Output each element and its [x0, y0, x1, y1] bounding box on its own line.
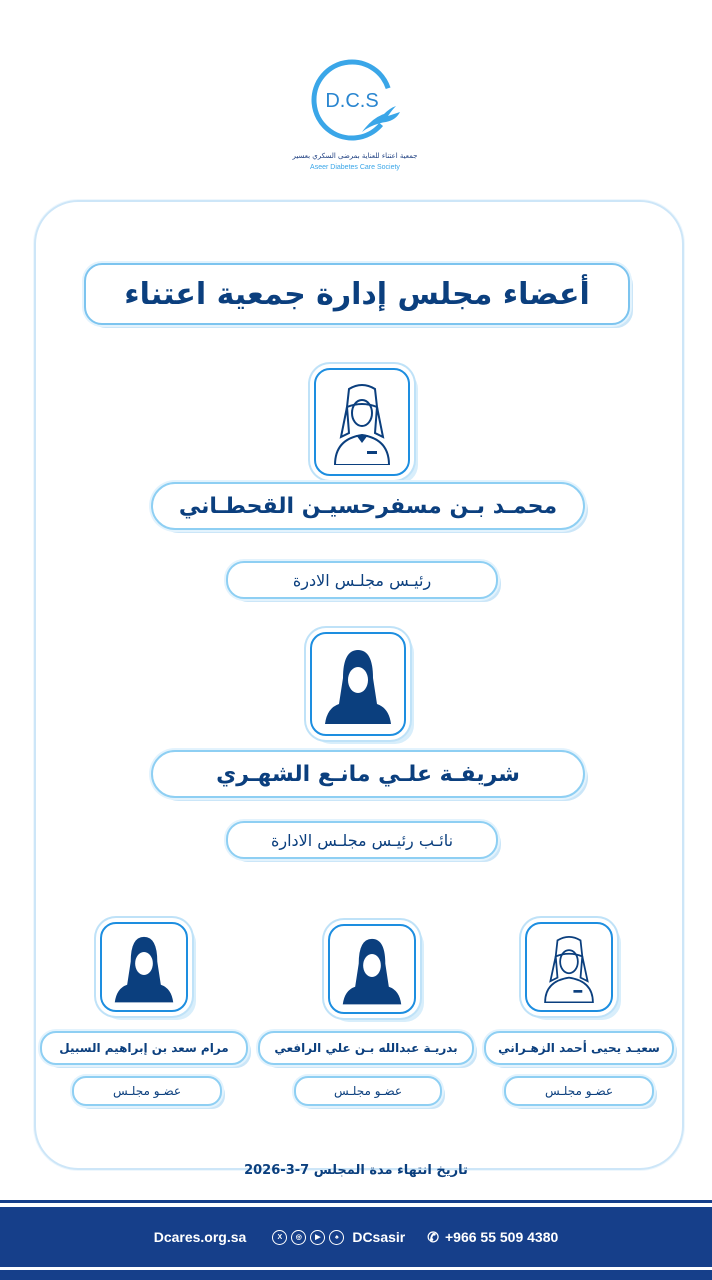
- vice-chair-name: شريفـة علـي مانـع الشهـري: [151, 750, 585, 798]
- member-name: بدريـة عبدالله بـن علي الرافعي: [258, 1031, 474, 1065]
- member-role: عضـو مجلـس: [72, 1076, 222, 1106]
- phone-number: +966 55 509 4380: [444, 1229, 559, 1245]
- member-avatar: [100, 922, 188, 1012]
- member-avatar: [328, 924, 416, 1014]
- logo-hand-icon: [300, 52, 410, 150]
- member-name: سعيـد يحيى أحمد الزهـراني: [484, 1031, 674, 1065]
- female-avatar-icon: [341, 933, 403, 1005]
- page-title: أعضاء مجلس إدارة جمعية اعتناء: [84, 263, 630, 325]
- footer-divider: [0, 1200, 712, 1203]
- term-end-date: تاريخ انتهاء مدة المجلس 7-3-2026: [244, 1163, 468, 1178]
- member-name: مرام سعد بن إبراهيم السبيل: [40, 1031, 248, 1065]
- footer-bottom-strip: [0, 1270, 712, 1280]
- member-avatar: [525, 922, 613, 1012]
- social-handle[interactable]: DCsasir: [352, 1229, 406, 1245]
- logo-english-name: Aseer Diabetes Care Society: [310, 164, 400, 171]
- logo: [280, 52, 430, 180]
- chair-avatar: [314, 368, 410, 476]
- male-avatar-icon: [538, 931, 600, 1003]
- male-avatar-icon: [327, 379, 397, 465]
- snapchat-icon[interactable]: ♠: [329, 1230, 344, 1245]
- female-avatar-icon: [323, 644, 393, 724]
- x-icon[interactable]: X: [272, 1230, 287, 1245]
- phone-contact[interactable]: [427, 1229, 558, 1246]
- logo-arabic-name: جمعية اعتناء للعناية بمرضى السكري بعسير: [292, 152, 418, 160]
- logo-acronym: D.C.S: [325, 90, 379, 112]
- youtube-icon[interactable]: ▶: [310, 1230, 325, 1245]
- female-avatar-icon: [113, 931, 175, 1003]
- instagram-icon[interactable]: ◎: [291, 1230, 306, 1245]
- chair-name: محمـد بـن مسفرحسيـن القحطـاني: [151, 482, 585, 530]
- vice-chair-role: نائـب رئيـس مجلـس الادارة: [226, 821, 498, 859]
- phone-icon: ✆: [427, 1228, 439, 1245]
- vice-chair-avatar: [310, 632, 406, 736]
- member-role: عضـو مجلـس: [294, 1076, 442, 1106]
- chair-role: رئيـس مجلـس الادرة: [226, 561, 498, 599]
- website-link[interactable]: Dcares.org.sa: [153, 1229, 247, 1245]
- member-role: عضـو مجلـس: [504, 1076, 654, 1106]
- footer-bar: [0, 1207, 712, 1267]
- social-icons: [272, 1230, 344, 1245]
